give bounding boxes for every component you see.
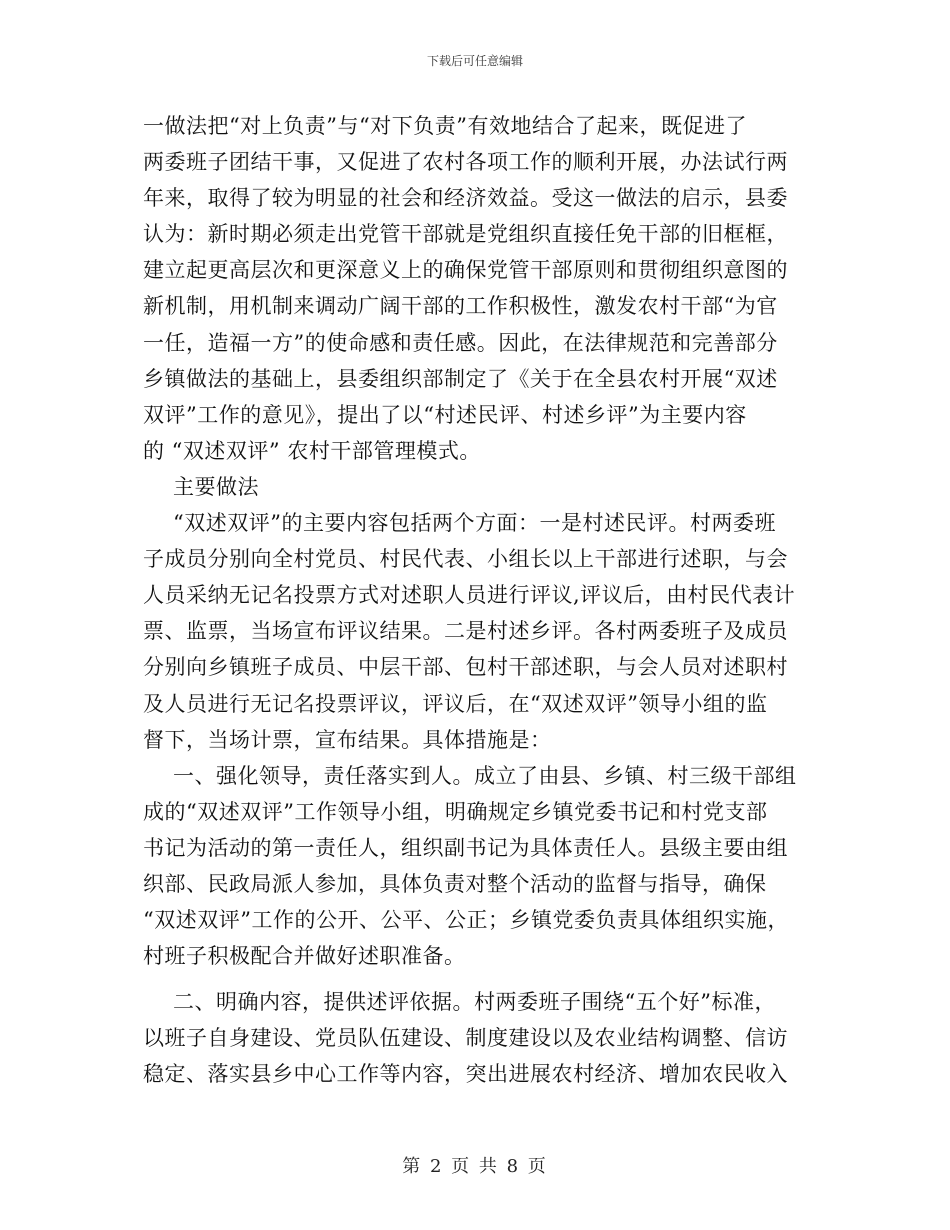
body-line: “双述双评”工作的公开、公平、公正；乡镇党委负责具体组织实施， — [143, 908, 789, 933]
body-line: 票、监票，当场宣布评议结果。二是村述乡评。各村两委班子及成员 — [143, 619, 788, 644]
body-line: 及人员进行无记名投票评议，评议后，在“双述双评”领导小组的监 — [143, 691, 768, 716]
paragraph-gap — [143, 974, 808, 984]
body-line: 两委班子团结干事，又促进了农村各项工作的顺利开展，办法试行两 — [143, 150, 788, 175]
body-line: 一做法把“对上负责”与“对下负责”有效地结合了起来，既促进了 — [143, 114, 747, 138]
body-line: 乡镇做法的基础上，县委组织部制定了《关于在全县农村开展“双述 — [143, 366, 778, 391]
body-line: 年来，取得了较为明显的社会和经济效益。受这一做法的启示，县委 — [143, 186, 788, 211]
body-line: 建立起更高层次和更深意义上的确保党管干部原则和贯彻组织意图的 — [143, 258, 788, 283]
body-line: 成的“双述双评”工作领导小组，明确规定乡镇党委书记和村党支部 — [143, 799, 768, 824]
body-line: 子成员分别向全村党员、村民代表、小组长以上干部进行述职，与会 — [143, 547, 788, 572]
body-line: 新机制，用机制来调动广阔干部的工作积极性，激发农村干部“为官 — [143, 294, 778, 319]
body-line: “双述双评”的主要内容包括两个方面：一是村述民评。村两委班 — [173, 511, 776, 536]
body-line: 稳定、落实县乡中心工作等内容，突出进展农村经济、增加农民收入 — [143, 1062, 788, 1087]
body-line: 分别向乡镇班子成员、中层干部、包村干部述职，与会人员对述职村 — [143, 655, 788, 680]
body-line: 一、强化领导，责任落实到人。成立了由县、乡镇、村三级干部组 — [173, 763, 797, 788]
body-line: 人员采纳无记名投票方式对述职人员进行评议,评议后，由村民代表计 — [143, 583, 796, 608]
section-heading: 主要做法 — [173, 474, 259, 499]
page-header-note: 下载后可任意编辑 — [426, 54, 523, 68]
body-line: 一任，造福一方”的使命感和责任感。因此，在法律规范和完善部分 — [143, 330, 778, 355]
body-line: 织部、民政局派人参加，具体负责对整个活动的监督与指导，确保 — [143, 871, 767, 896]
body-line: 以班子自身建设、党员队伍建设、制度建设以及农业结构调整、信访 — [143, 1026, 788, 1051]
page-number: 第 2 页 共 8 页 — [402, 1156, 548, 1177]
body-line: 双评”工作的意见》，提出了以“村述民评、村述乡评”为主要内容 — [143, 402, 747, 427]
body-line: 书记为活动的第一责任人，组织副书记为具体责任人。县级主要由组 — [143, 835, 788, 860]
document-body — [143, 108, 808, 1093]
body-line: 村班子积极配合并做好述职准备。 — [143, 944, 466, 969]
body-line: 督下，当场计票，宣布结果。具体措施是： — [143, 727, 552, 752]
body-line: 二、明确内容，提供述评依据。村两委班子围绕“五个好”标准， — [173, 990, 776, 1015]
body-line: 认为：新时期必须走出党管干部就是党组织直接任免干部的旧框框， — [143, 222, 788, 247]
body-line: 的 “双述双评” 农村干部管理模式。 — [143, 438, 481, 463]
